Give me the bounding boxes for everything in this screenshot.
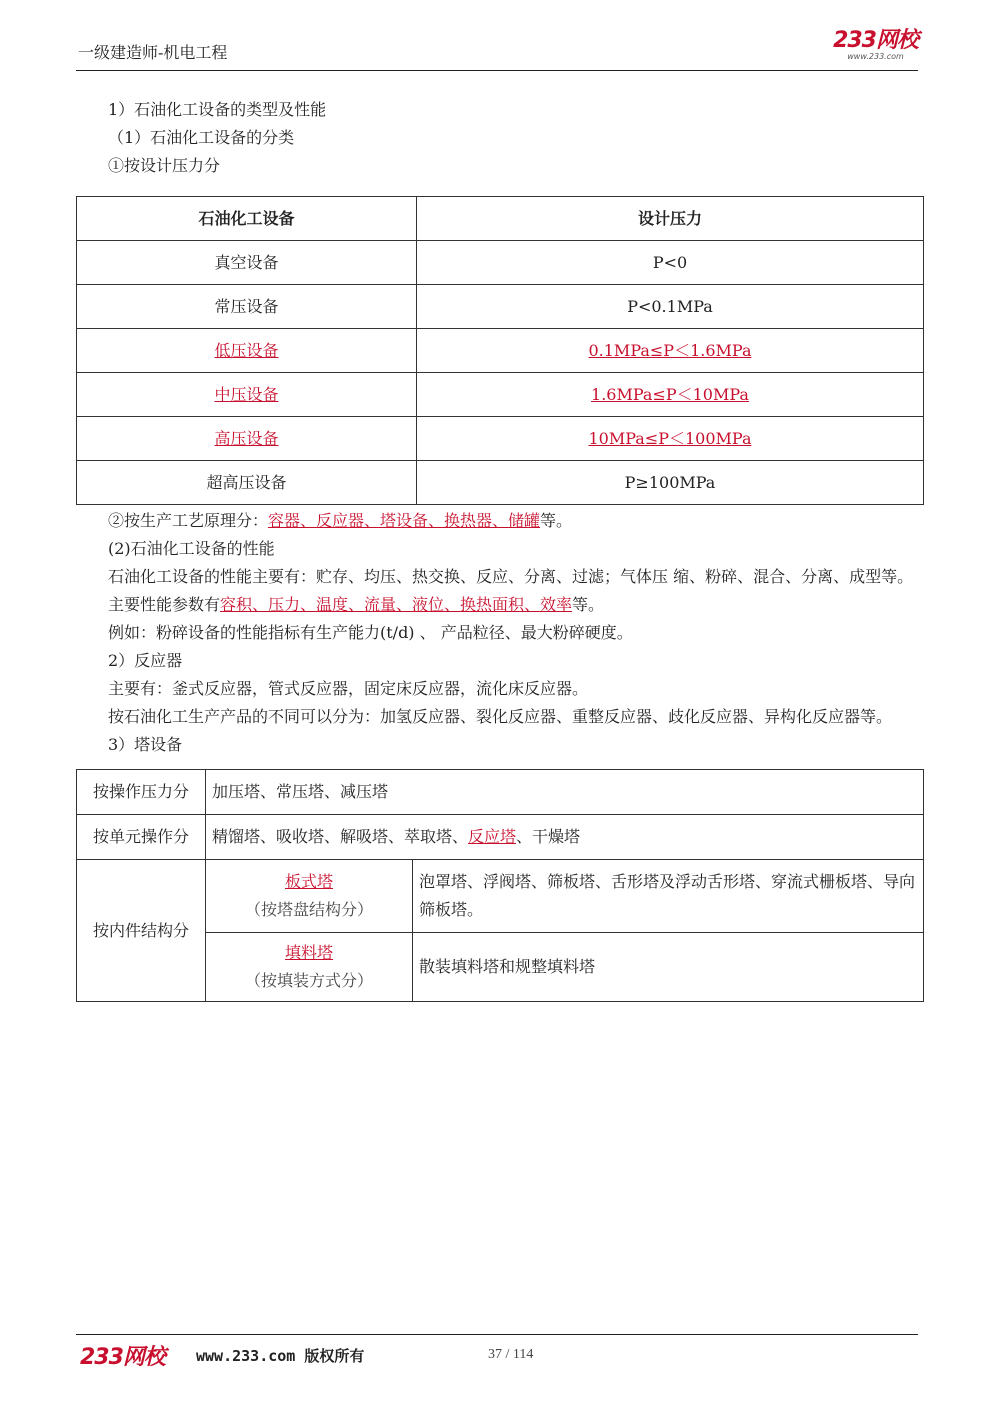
table-row [77,417,924,461]
sub-category-value: 泡罩塔、浮阀塔、筛板塔、舌形塔及浮动舌形塔、穿流式栅板塔、导向筛板塔。 [413,860,924,933]
table-row [77,241,924,285]
sub-category [206,933,413,1002]
sub-category-note: （按塔盘结构分） [244,900,373,919]
section-heading: 1）石油化工设备的类型及性能 [108,100,327,119]
footer-copyright-text: 版权所有 [304,1347,365,1365]
table-row [77,329,924,373]
brand-logo-text: 233网校 [833,28,918,53]
equipment-name-highlight: 高压设备 [214,428,279,448]
header-title: 一级建造师-机电工程 [78,43,228,62]
table-header-cell: 设计压力 [417,197,924,241]
footer-divider [76,1334,918,1335]
parameters-paragraph: 主要性能参数有容积、压力、温度、流量、液位、换热面积、效率等。 [108,595,605,614]
row-label: 按内件结构分 [77,860,206,1002]
table-row [77,285,924,329]
pressure-table [76,196,924,505]
highlight-text: 反应塔 [468,827,517,846]
header-divider [76,70,918,71]
tower-table [76,769,924,1002]
pressure-range: P<0 [417,241,924,285]
pressure-range-highlight: 1.6MPa≤P＜10MPa [591,384,749,404]
paragraph: 按石油化工生产产品的不同可以分为：加氢反应器、裂化反应器、重整反应器、歧化反应器、异构化反应器等。 [108,707,893,726]
row-label: 按操作压力分 [77,770,206,815]
row-value: 加压塔、常压塔、减压塔 [206,770,924,815]
equipment-name: 真空设备 [77,241,417,285]
subsection-heading: ①按设计压力分 [108,156,221,175]
row-label: 按单元操作分 [77,815,206,860]
highlight-text: 容器、反应器、塔设备、换热器、储罐 [268,511,541,530]
process-classification: ②按生产工艺原理分：容器、反应器、塔设备、换热器、储罐等。 [108,511,573,530]
section-heading: 3）塔设备 [108,735,183,754]
equipment-name: 常压设备 [77,285,417,329]
table-header-cell: 石油化工设备 [77,197,417,241]
section-heading: 2）反应器 [108,651,183,670]
paragraph: 主要有：釜式反应器，管式反应器，固定床反应器，流化床反应器。 [108,679,589,698]
pressure-range: P<0.1MPa [417,285,924,329]
sub-category-note: （按填装方式分） [244,971,373,990]
table-row [77,860,924,933]
brand-logo-url: www.233.com [847,52,904,61]
pressure-range-highlight: 0.1MPa≤P＜1.6MPa [588,340,752,360]
equipment-name: 超高压设备 [77,461,417,505]
table-row [77,373,924,417]
table-header-row [77,197,924,241]
subsection-heading: （1）石油化工设备的分类 [108,128,295,147]
subsection-heading: (2)石油化工设备的性能 [108,539,275,558]
brand-logo[interactable] [833,30,918,61]
equipment-name-highlight: 中压设备 [214,384,279,404]
sub-category-name: 板式塔 [284,872,333,891]
table-row [77,461,924,505]
page-number: 37 / 114 [488,1347,534,1362]
pressure-range: P≥100MPa [417,461,924,505]
document-body [76,96,924,1002]
footer-copyright [196,1345,364,1366]
pressure-range-highlight: 10MPa≤P＜100MPa [588,428,752,448]
row-value: 精馏塔、吸收塔、解吸塔、萃取塔、反应塔、干燥塔 [206,815,924,860]
paragraph: 例如：粉碎设备的性能指标有生产能力(t/d) 、 产品粒径、最大粉碎硬度。 [108,623,633,642]
footer-logo[interactable]: 233网校 [80,1345,165,1370]
equipment-name-highlight: 低压设备 [214,340,279,360]
sub-category [206,860,413,933]
highlight-text: 容积、压力、温度、流量、液位、换热面积、效率 [220,595,573,614]
table-row [77,815,924,860]
table-row [77,770,924,815]
paragraph: 石油化工设备的性能主要有：贮存、均压、热交换、反应、分离、过滤；气体压 缩、粉碎、混合、分离、成型等。 [108,567,914,586]
sub-category-value: 散装填料塔和规整填料塔 [413,933,924,1002]
sub-category-name: 填料塔 [284,943,333,962]
footer-site-link[interactable]: www.233.com [196,1347,296,1365]
